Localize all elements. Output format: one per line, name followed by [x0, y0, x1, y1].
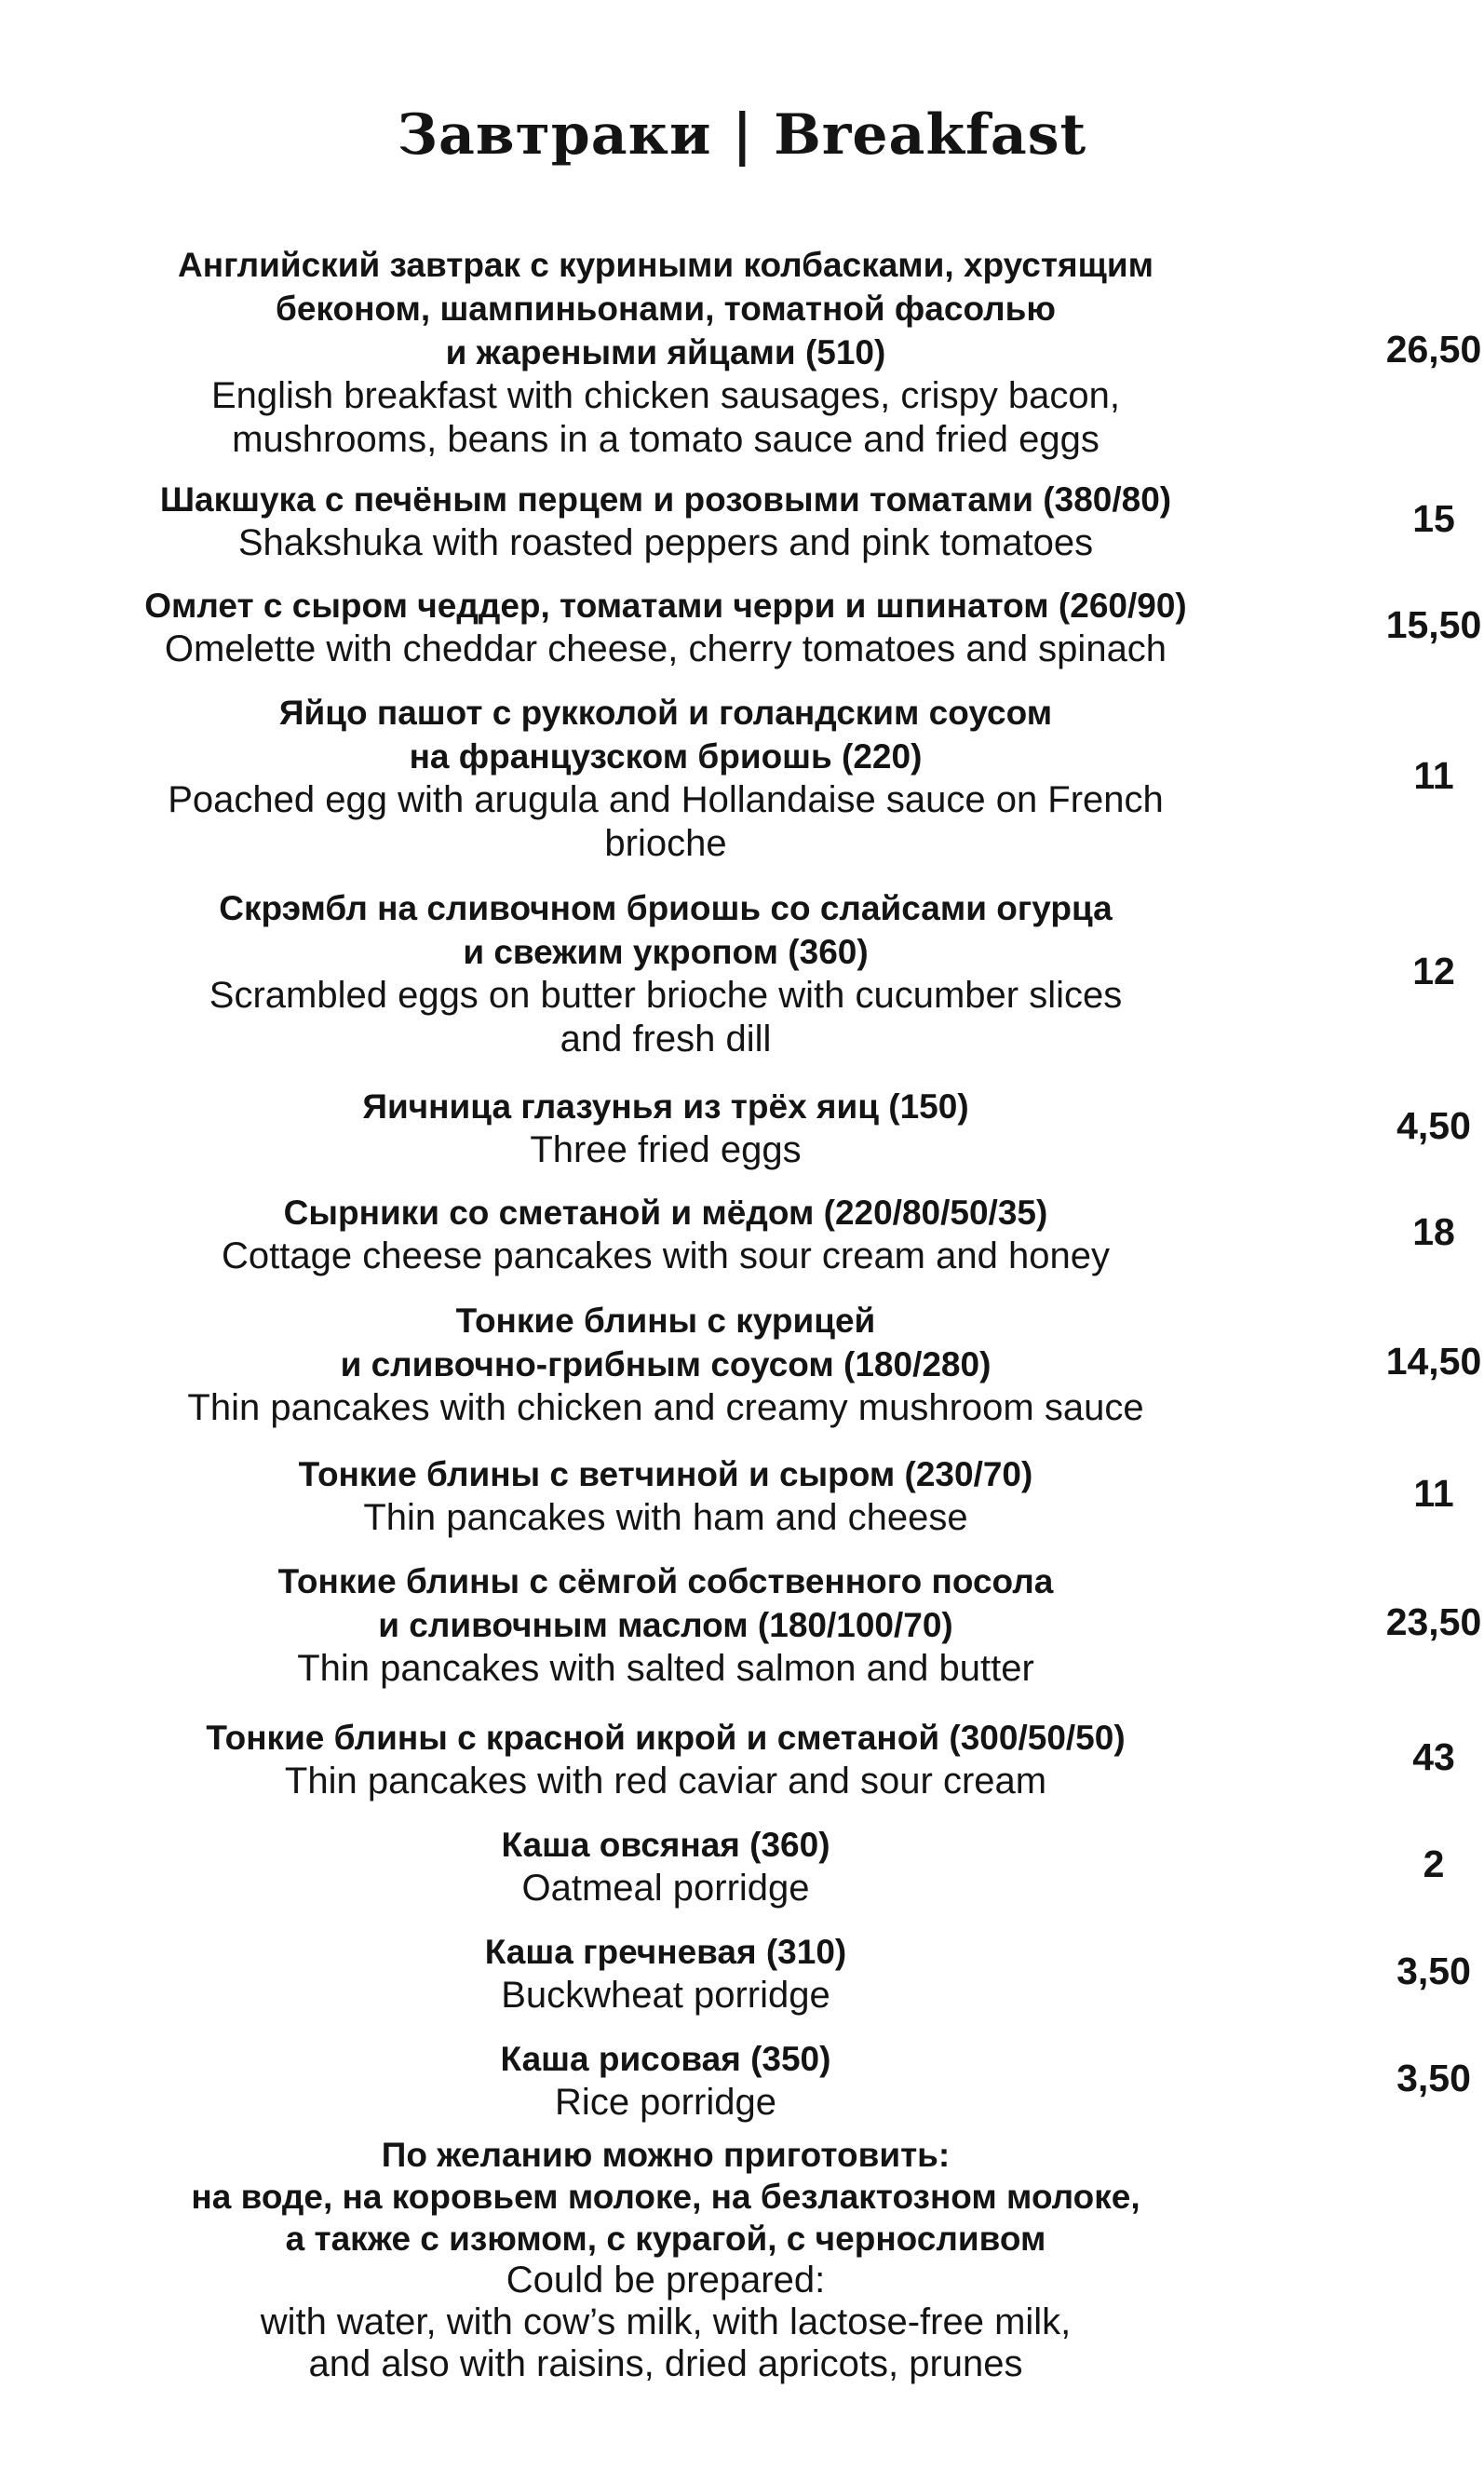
menu-item-description [56, 2037, 1275, 2125]
menu-item-description [56, 1191, 1275, 1278]
menu-item-name-en: Oatmeal porridge [521, 1868, 810, 1909]
menu-item-name-ru: Английский завтрак с куриными колбасками, хрустящим беконом, шампиньонами, томатной фасолью и жареными яйцами (510) [178, 245, 1153, 371]
menu-item-price: 15 [1412, 497, 1455, 540]
menu-item [56, 240, 1482, 464]
menu-item-price: 3,50 [1396, 2057, 1471, 2099]
menu-item [56, 1711, 1455, 1808]
menu-item-description [56, 584, 1275, 671]
menu-item-name-en: Omelette with cheddar cheese, cherry tomatoes and spinach [164, 628, 1167, 669]
menu-item-name-en: Thin pancakes with chicken and creamy mushroom sauce [187, 1386, 1144, 1428]
menu-item [56, 1294, 1482, 1434]
menu-item [56, 1818, 1445, 1915]
menu-item-description [56, 886, 1275, 1061]
menu-item-name-ru: Тонкие блины с ветчиной и сыром (230/70) [298, 1455, 1033, 1493]
menu-item-price: 11 [1413, 1472, 1454, 1515]
menu-item-name-en: Thin pancakes with red caviar and sour cream [284, 1761, 1047, 1802]
menu-item-name-ru: Скрэмбл на сливочном бриошь со слайсами огурца и свежим укропом (360) [219, 889, 1113, 971]
menu-item-name-en: Poached egg with arugula and Hollandaise sauce on French brioche [168, 779, 1164, 864]
menu-item-price: 4,50 [1396, 1104, 1471, 1147]
menu-item-description [56, 243, 1275, 462]
menu-item-name-ru: Яйцо пашот с рукколой и голандским соусом на французском бриошь (220) [278, 694, 1053, 776]
menu-item-name-ru: Омлет с сыром чеддер, томатами черри и шпинатом (260/90) [144, 587, 1187, 625]
page-title: Завтраки | Breakfast [397, 102, 1087, 168]
menu-item-description [56, 691, 1275, 866]
menu-item [56, 579, 1482, 676]
menu-item-description [56, 1716, 1275, 1803]
menu-item-name-ru: Тонкие блины с сёмгой собственного посола и сливочным маслом (180/100/70) [277, 1561, 1054, 1644]
menu-item-name-ru: Тонкие блины с курицей и сливочно-грибным соусом (180/280) [340, 1301, 992, 1383]
menu-item-name-en: Scrambled eggs on butter brioche with cucumber slices and fresh dill [209, 975, 1123, 1059]
menu-item [56, 1555, 1482, 1694]
menu-item [56, 1448, 1454, 1545]
note-en: Could be prepared: with water, with cow’s milk, with lactose-free milk, and also with raisins, dried apricots, prunes [260, 2260, 1072, 2384]
menu-item-name-en: Thin pancakes with salted salmon and butter [297, 1647, 1034, 1689]
menu-item-name-en: English breakfast with chicken sausages, crispy bacon, mushrooms, beans in a tomato sauce and fried eggs [210, 374, 1121, 460]
menu-item-name-ru: Яичница глазунья из трёх яиц (150) [362, 1087, 969, 1126]
menu-item-description [56, 1823, 1275, 1910]
menu-item [56, 1925, 1471, 2022]
menu-item-name-en: Shakshuka with roasted peppers and pink tomatoes [237, 522, 1094, 563]
menu-item-name-ru: Шакшука с печёным перцем и розовыми томатами (380/80) [159, 480, 1172, 519]
menu-item-name-ru: Каша гречневая (310) [484, 1933, 847, 1971]
menu-item-description [56, 1299, 1275, 1430]
menu-item-name-en: Cottage cheese pancakes with sour cream and honey [222, 1235, 1110, 1276]
menu-item-name-en: Rice porridge [555, 2082, 776, 2123]
menu-item-description [56, 478, 1275, 565]
menu-item-description [56, 1452, 1275, 1540]
menu-item-name-ru: Тонкие блины с красной икрой и сметаной (300/50/50) [206, 1719, 1126, 1757]
menu-item [56, 2032, 1471, 2129]
menu-item-description [56, 1559, 1275, 1691]
preparation-note [0, 2134, 1331, 2385]
menu-item-description [56, 1085, 1275, 1172]
menu-item-price: 12 [1412, 950, 1455, 992]
menu-item-name-ru: Каша овсяная (360) [501, 1826, 830, 1864]
menu-item-description [56, 1930, 1275, 2017]
menu-item-price: 26,50 [1385, 328, 1482, 371]
menu-item-price: 3,50 [1396, 1950, 1471, 1992]
menu-item [56, 1186, 1455, 1283]
menu-item-name-en: Three fried eggs [530, 1129, 802, 1170]
menu-item [56, 883, 1455, 1065]
menu-item [56, 473, 1455, 570]
menu-item-name-en: Buckwheat porridge [501, 1975, 830, 2016]
menu-item-name-ru: Каша рисовая (350) [500, 2040, 831, 2078]
menu-item-price: 23,50 [1385, 1600, 1482, 1643]
menu-item-name-en: Thin pancakes with ham and cheese [363, 1497, 968, 1538]
menu-item-price: 18 [1412, 1210, 1455, 1253]
menu-item-price: 43 [1412, 1735, 1455, 1778]
menu-item [56, 687, 1454, 870]
menu-item-price: 14,50 [1385, 1340, 1482, 1383]
menu-item-price: 2 [1423, 1842, 1445, 1885]
menu-item [56, 1080, 1471, 1177]
menu-item-price: 15,50 [1385, 603, 1482, 646]
menu-item-price: 11 [1413, 754, 1454, 797]
menu-item-name-ru: Сырники со сметаной и мёдом (220/80/50/35) [283, 1194, 1048, 1232]
note-ru: По желанию можно приготовить: на воде, на коровьем молоке, на безлактозном молоке, а также с изюмом, с курагой, с черносливом [191, 2136, 1140, 2258]
